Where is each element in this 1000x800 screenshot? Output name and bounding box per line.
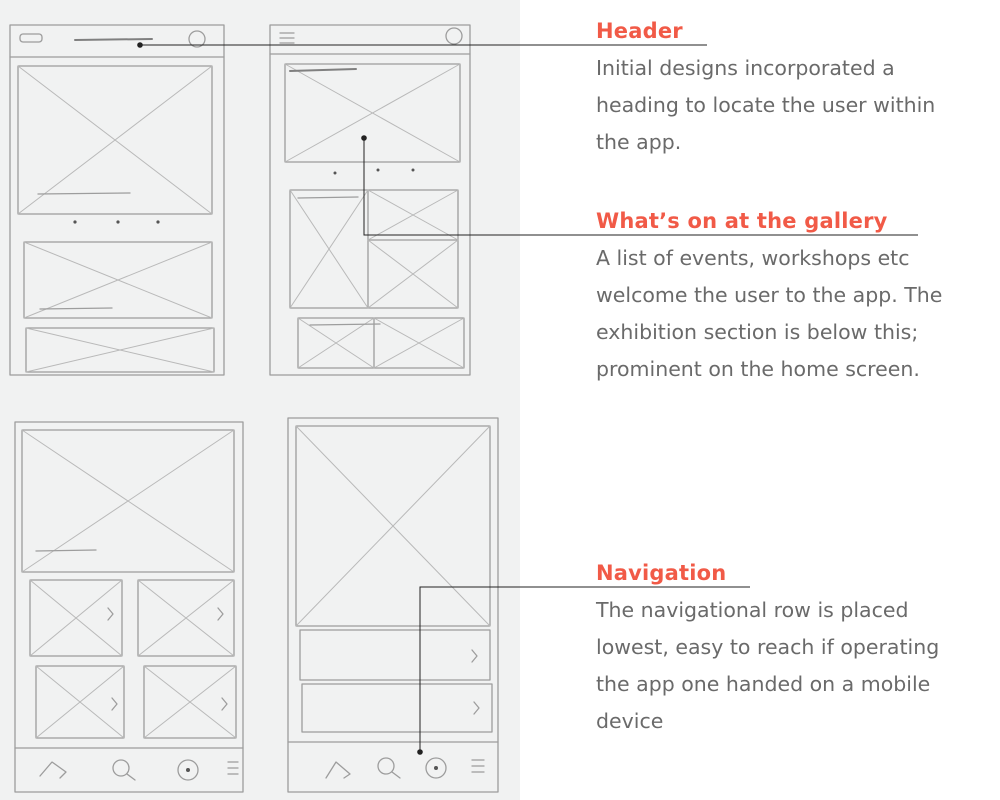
navigation-annotation-line-3: the app one handed on a mobile <box>596 672 931 696</box>
home-icon <box>40 762 66 778</box>
menu-icon <box>228 762 238 774</box>
header-annotation-line-1: Initial designs incorporated a <box>596 56 895 80</box>
wireframe-home-1 <box>10 25 224 375</box>
wireframe-event-detail <box>288 418 498 792</box>
menu-icon <box>20 34 42 42</box>
profile-icon <box>446 28 462 44</box>
navigation-annotation-line-2: lowest, easy to reach if operating <box>596 635 940 659</box>
header-annotation-line-2: heading to locate the user within <box>596 93 936 117</box>
gallery-annotation-line-3: exhibition section is below this; <box>596 320 919 344</box>
header-annotation <box>596 18 991 161</box>
header-annotation-title: Header <box>596 19 683 43</box>
home-icon <box>326 762 350 778</box>
gallery-annotation <box>596 208 991 388</box>
gallery-annotation-title: What’s on at the gallery <box>596 209 888 233</box>
gallery-annotation-line-1: A list of events, workshops etc <box>596 246 910 270</box>
menu-icon <box>472 760 484 772</box>
gallery-annotation-line-4: prominent on the home screen. <box>596 357 920 381</box>
navigation-annotation-text <box>596 592 991 740</box>
navigation-annotation <box>596 560 991 740</box>
header-annotation-text <box>596 50 991 161</box>
wireframe-home-2 <box>270 25 470 375</box>
profile-icon <box>189 31 205 47</box>
gallery-annotation-text <box>596 240 991 388</box>
header-annotation-line-3: the app. <box>596 130 682 154</box>
navigation-annotation-title: Navigation <box>596 561 727 585</box>
wireframe-exhibition <box>15 422 243 792</box>
header-title-line <box>75 39 152 40</box>
gallery-annotation-line-2: welcome the user to the app. The <box>596 283 943 307</box>
navigation-annotation-line-4: device <box>596 709 664 733</box>
navigation-annotation-line-1: The navigational row is placed <box>596 598 909 622</box>
menu-icon <box>280 33 294 43</box>
